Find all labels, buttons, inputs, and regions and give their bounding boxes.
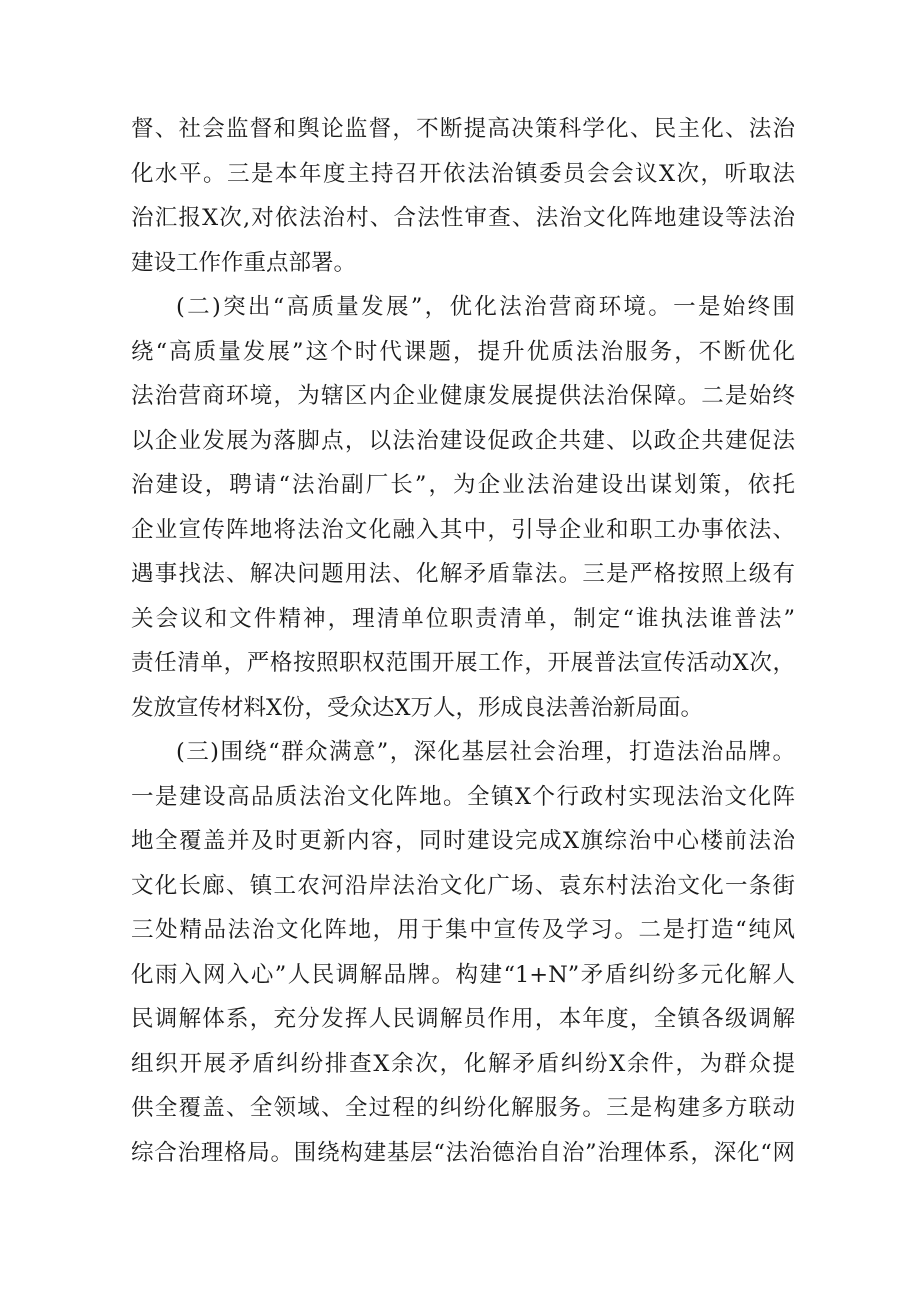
text-line: 地全覆盖并及时更新内容，同时建设完成X旗综治中心楼前法治	[131, 828, 795, 854]
text-line: 一是建设高品质法治文化阵地。全镇X个行政村实现法治文化阵	[131, 783, 795, 810]
text-line: 责任清单，严格按照职权范围开展工作，开展普法宣传活动X次，	[131, 650, 795, 676]
body-text	[131, 107, 795, 1175]
text-line: 化水平。三是本年度主持召开依法治镇委员会会议X次，听取法	[131, 160, 795, 187]
text-line: 建设工作作重点部署。	[131, 249, 357, 276]
text-line: 治建设，聘请“法治副厂长”，为企业法治建设出谋划策，依托	[131, 472, 795, 498]
text-line: 文化长廊、镇工农河沿岸法治文化广场、袁东村法治文化一条街	[131, 872, 795, 899]
text-line: 法治营商环境，为辖区内企业健康发展提供法治保障。二是始终	[131, 383, 795, 409]
text-line: 三处精品法治文化阵地，用于集中宣传及学习。二是打造“纯风	[131, 917, 795, 943]
text-line: 治汇报X次,对依法治村、合法性审查、法治文化阵地建设等法治	[131, 205, 795, 231]
text-line: 绕“高质量发展”这个时代课题，提升优质法治服务，不断优化	[131, 338, 795, 365]
section-heading-line: (二)突出“高质量发展”，优化法治营商环境。一是始终围	[176, 294, 795, 320]
text-line: 企业宣传阵地将法治文化融入其中，引导企业和职工办事依法、	[131, 516, 795, 543]
text-line: 发放宣传材料X份，受众达X万人，形成良法善治新局面。	[131, 694, 704, 721]
text-line: 关会议和文件精神，理清单位职责清单，制定“谁执法谁普法”	[131, 605, 795, 632]
text-line: 以企业发展为落脚点，以法治建设促政企共建、以政企共建促法	[131, 427, 795, 454]
text-line: 民调解体系，充分发挥人民调解员作用，本年度，全镇各级调解	[131, 1006, 795, 1032]
text-line: 供全覆盖、全领域、全过程的纠纷化解服务。三是构建多方联动	[131, 1095, 795, 1121]
text-line: 组织开展矛盾纠纷排查X余次，化解矛盾纠纷X余件，为群众提	[131, 1050, 795, 1077]
text-line: 综合治理格局。围绕构建基层“法治德治自治”治理体系，深化“网	[131, 1139, 795, 1166]
section-heading-line: (三)围绕“群众满意”，深化基层社会治理，打造法治品牌。	[176, 739, 795, 765]
text-line: 遇事找法、解决问题用法、化解矛盾靠法。三是严格按照上级有	[131, 561, 795, 587]
text-line: 化雨入网入心”人民调解品牌。构建“1+N”矛盾纠纷多元化解人	[131, 961, 795, 988]
text-line: 督、社会监督和舆论监督，不断提高决策科学化、民主化、法治	[131, 116, 795, 142]
